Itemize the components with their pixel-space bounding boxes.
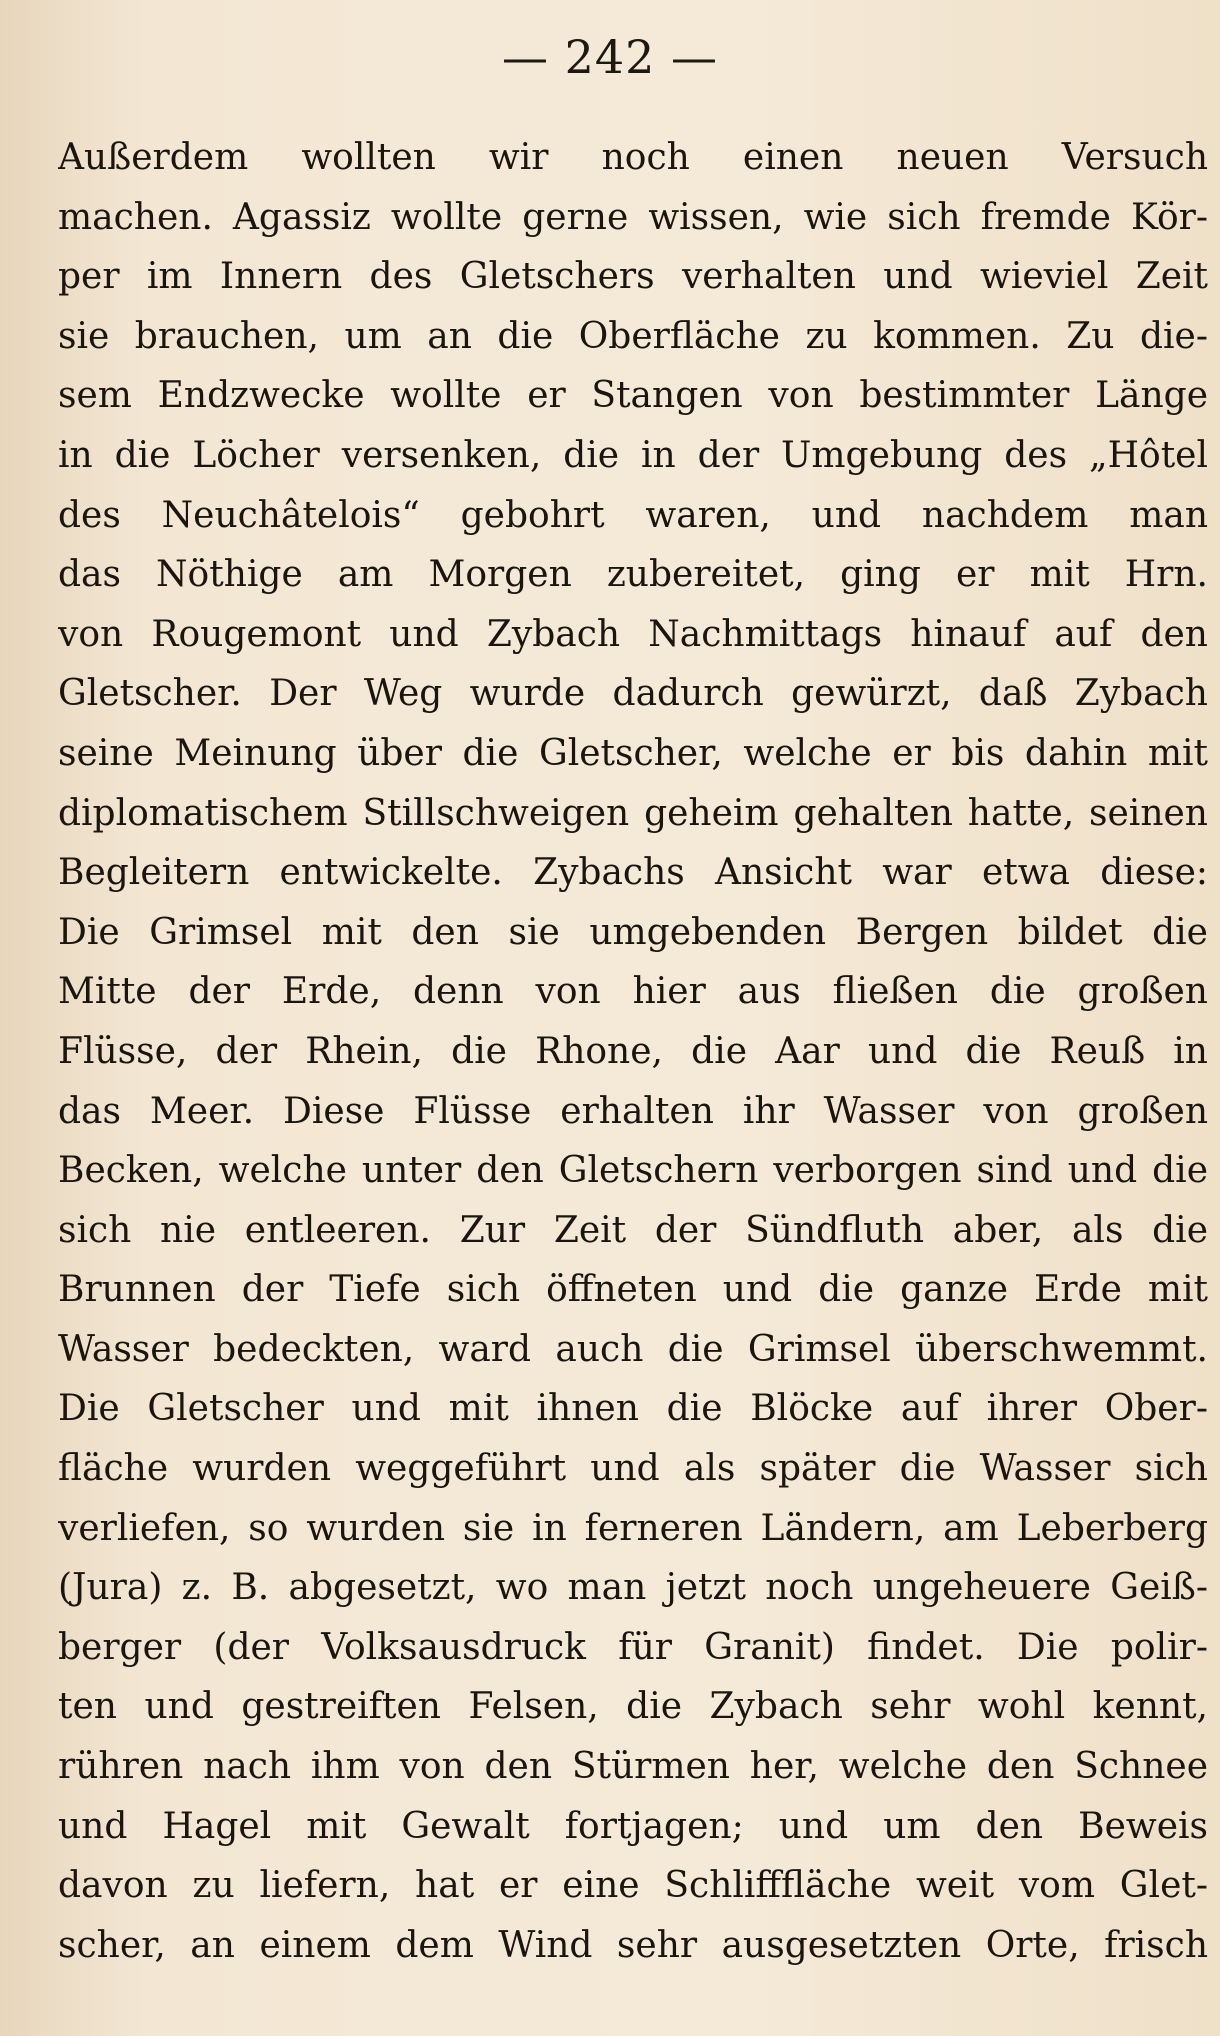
text-line: fläche wurden weggeführt und als später die Wasser sich bbox=[58, 1448, 1208, 1490]
text-line: machen. Agassiz wollte gerne wissen, wie sich fremde Kör- bbox=[58, 196, 1208, 238]
text-line: Gletscher. Der Weg wurde dadurch gewürzt, daß Zybach bbox=[58, 673, 1208, 715]
text-line: verliefen, so wurden sie in ferneren Ländern, am Leberberg bbox=[58, 1507, 1208, 1549]
body-text bbox=[58, 128, 1208, 1975]
text-line: Die Gletscher und mit ihnen die Blöcke auf ihrer Ober- bbox=[58, 1388, 1208, 1430]
text-line: per im Innern des Gletschers verhalten und wieviel Zeit bbox=[58, 256, 1208, 298]
text-line: ten und gestreiften Felsen, die Zybach sehr wohl kennt, bbox=[58, 1686, 1208, 1728]
text-line: sie brauchen, um an die Oberfläche zu kommen. Zu die- bbox=[58, 315, 1208, 357]
text-line: sich nie entleeren. Zur Zeit der Sündfluth aber, als die bbox=[58, 1209, 1208, 1251]
text-line: in die Löcher versenken, die in der Umgebung des „Hôtel bbox=[58, 434, 1208, 476]
text-line: seine Meinung über die Gletscher, welche er bis dahin mit bbox=[58, 732, 1208, 774]
text-line: diplomatischem Stillschweigen geheim gehalten hatte, seinen bbox=[58, 792, 1208, 834]
text-line: Die Grimsel mit den sie umgebenden Bergen bildet die bbox=[58, 911, 1208, 953]
text-line: scher, an einem dem Wind sehr ausgesetzten Orte, frisch bbox=[58, 1924, 1208, 1966]
text-line: von Rougemont und Zybach Nachmittags hinauf auf den bbox=[58, 613, 1208, 655]
text-line: das Meer. Diese Flüsse erhalten ihr Wasser von großen bbox=[58, 1090, 1208, 1132]
text-line: des Neuchâtelois“ gebohrt waren, und nachdem man bbox=[58, 494, 1208, 536]
text-line: Mitte der Erde, denn von hier aus fließen die großen bbox=[58, 971, 1208, 1013]
page-number: — 242 — bbox=[501, 30, 719, 84]
text-line: Becken, welche unter den Gletschern verborgen sind und die bbox=[58, 1150, 1208, 1192]
text-line: und Hagel mit Gewalt fortjagen; und um den Beweis bbox=[58, 1805, 1208, 1847]
text-line: Brunnen der Tiefe sich öffneten und die ganze Erde mit bbox=[58, 1269, 1208, 1311]
text-line: Wasser bedeckten, ward auch die Grimsel überschwemmt. bbox=[58, 1328, 1208, 1370]
text-line: Begleitern entwickelte. Zybachs Ansicht war etwa diese: bbox=[58, 852, 1208, 894]
text-line: das Nöthige am Morgen zubereitet, ging er mit Hrn. bbox=[58, 554, 1208, 596]
text-line: Flüsse, der Rhein, die Rhone, die Aar und die Reuß in bbox=[58, 1030, 1208, 1072]
text-line: davon zu liefern, hat er eine Schlifffläche weit vom Glet- bbox=[58, 1865, 1208, 1907]
text-line: berger (der Volksausdruck für Granit) findet. Die polir- bbox=[58, 1626, 1208, 1668]
text-line: rühren nach ihm von den Stürmen her, welche den Schnee bbox=[58, 1746, 1208, 1788]
text-line: Außerdem wollten wir noch einen neuen Versuch bbox=[58, 137, 1208, 178]
text-line: sem Endzwecke wollte er Stangen von bestimmter Länge bbox=[58, 375, 1208, 417]
text-line: (Jura) z. B. abgesetzt, wo man jetzt noch ungeheuere Geiß- bbox=[58, 1567, 1208, 1609]
